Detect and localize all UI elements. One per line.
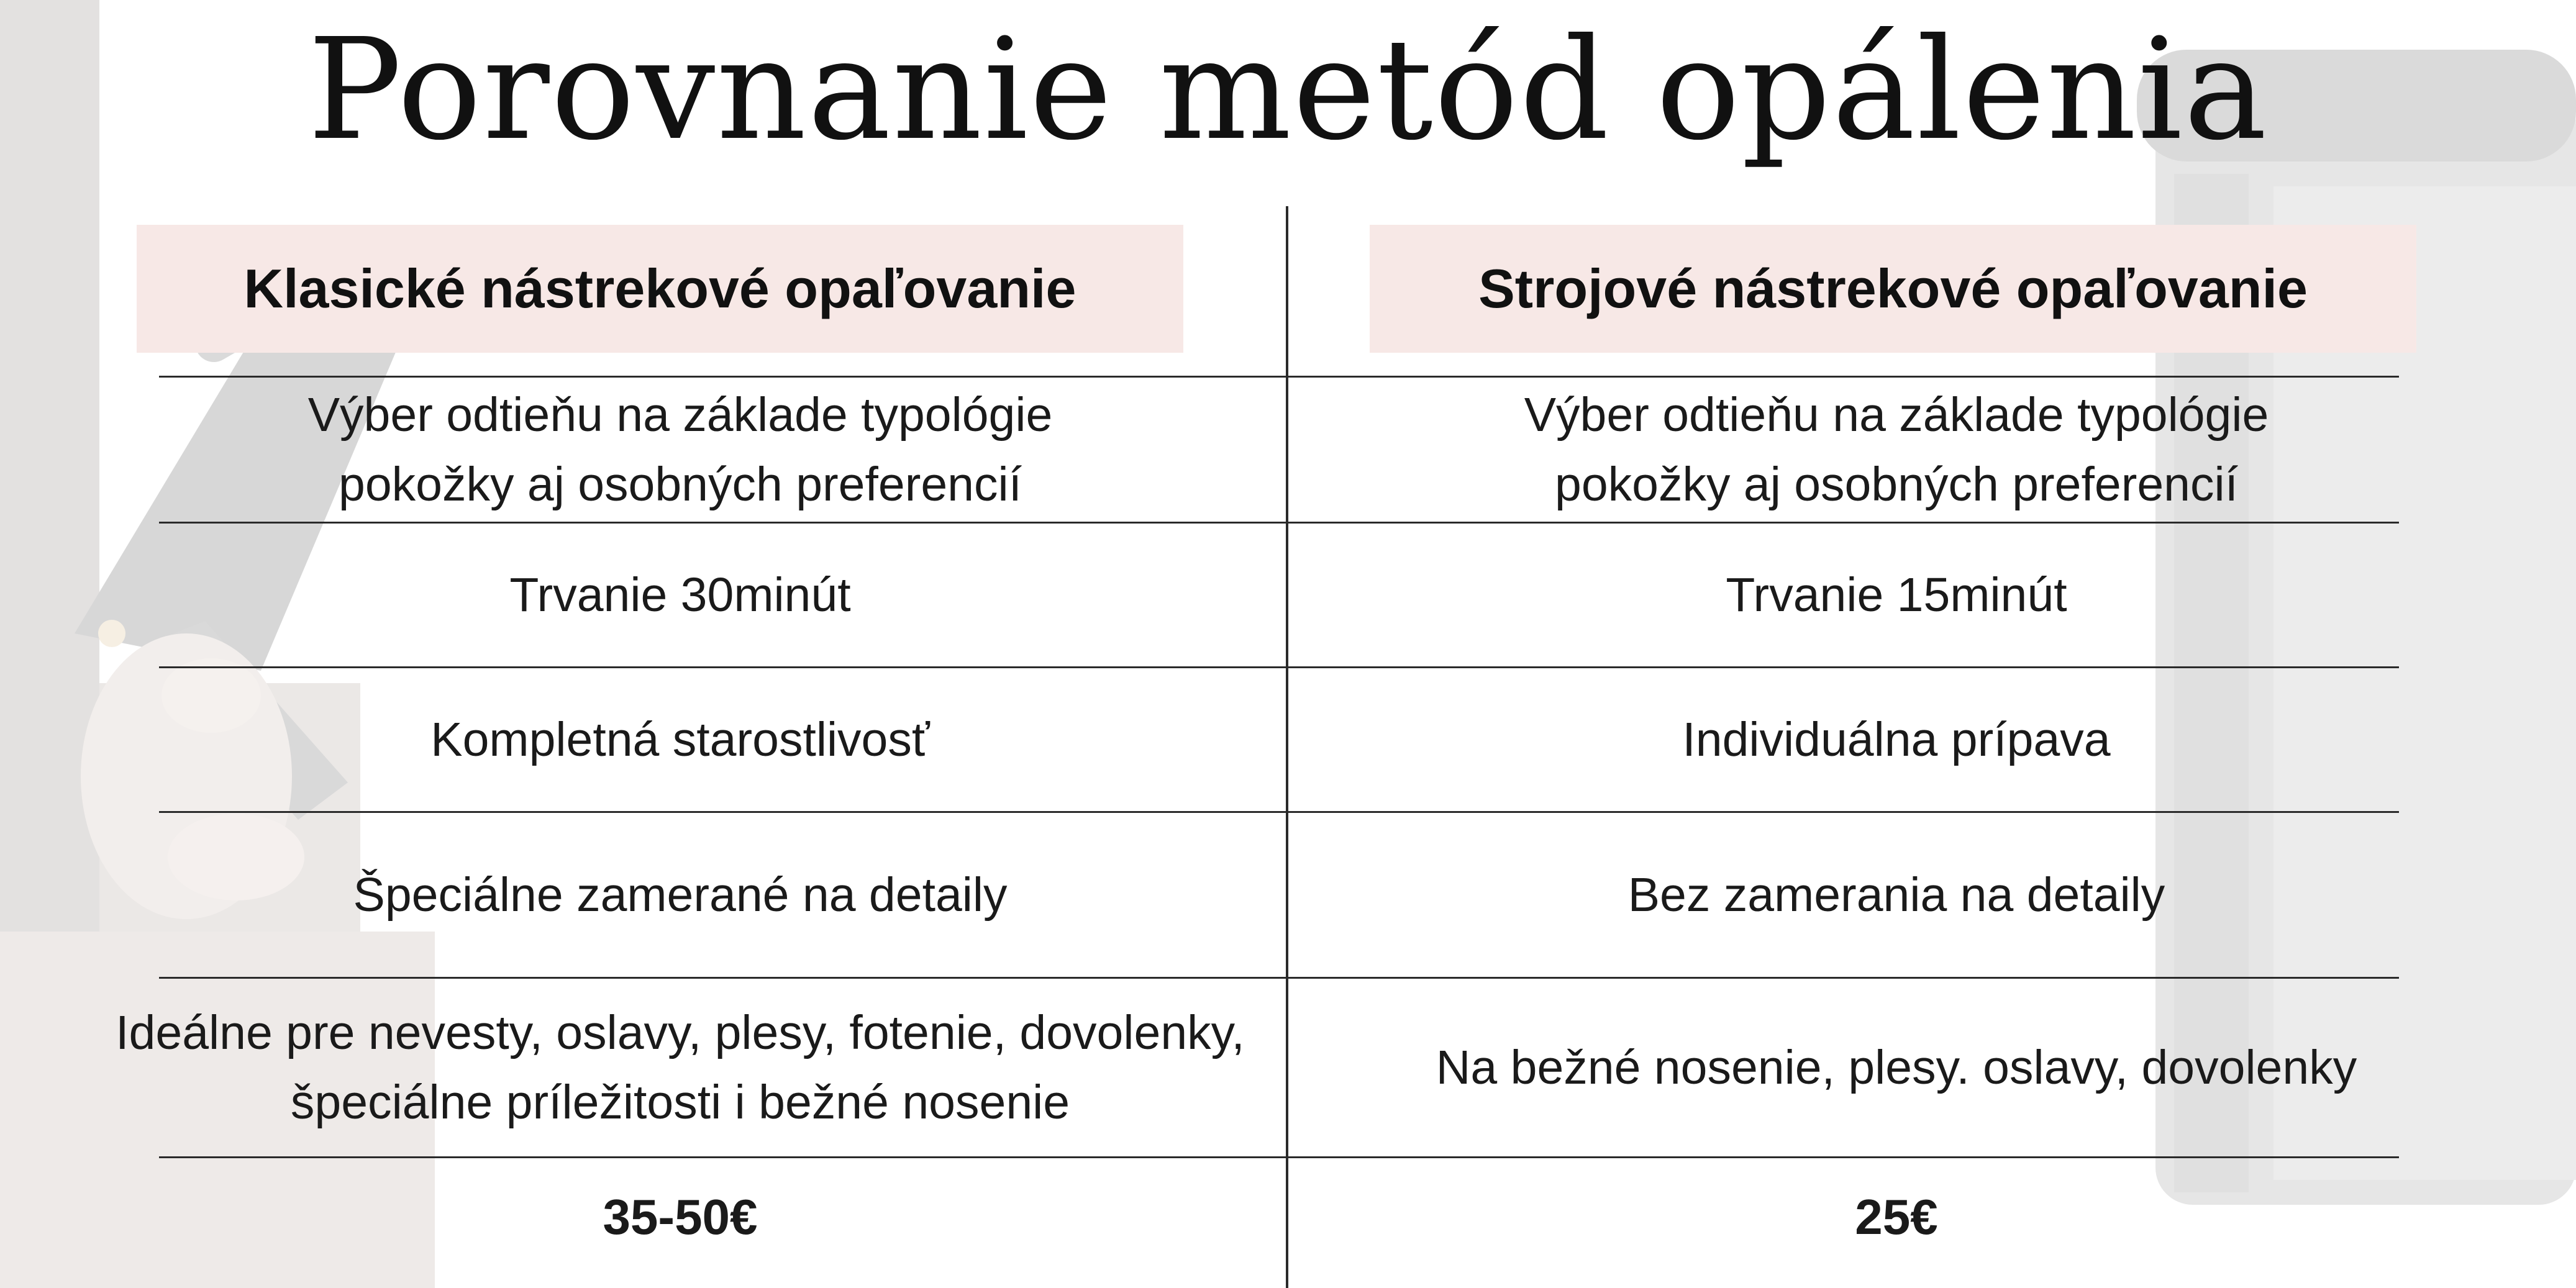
table-cell: Trvanie 15minút bbox=[1726, 568, 2067, 622]
table-cell: Kompletná starostlivosť bbox=[430, 713, 930, 766]
table-cell: Bez zamerania na detaily bbox=[1627, 868, 2165, 922]
price-classic: 35-50€ bbox=[603, 1189, 758, 1245]
price-machine: 25€ bbox=[1855, 1189, 1938, 1245]
table-cell: Výber odtieňu na základe typológie pokožky aj osobných preferencií bbox=[1524, 388, 2269, 511]
table-cell: Na bežné nosenie, plesy. oslavy, dovolenky bbox=[1436, 1041, 2357, 1094]
table-cell: Individuálna prípava bbox=[1682, 713, 2111, 766]
column-header-machine: Strojové nástrekové opaľovanie bbox=[1370, 225, 2416, 353]
table-cell: Špeciálne zamerané na detaily bbox=[353, 868, 1008, 922]
page-title: Porovnanie metód opálenia bbox=[307, 9, 2269, 171]
table-cell: Trvanie 30minút bbox=[509, 568, 851, 622]
table-cell: Výber odtieňu na základe typológie pokožky aj osobných preferencií bbox=[307, 388, 1053, 511]
table-cell: Ideálne pre nevesty, oslavy, plesy, fotenie, dovolenky, špeciálne príležitosti i bežné nosenie bbox=[116, 1006, 1245, 1129]
column-header-classic: Klasické nástrekové opaľovanie bbox=[137, 225, 1183, 353]
